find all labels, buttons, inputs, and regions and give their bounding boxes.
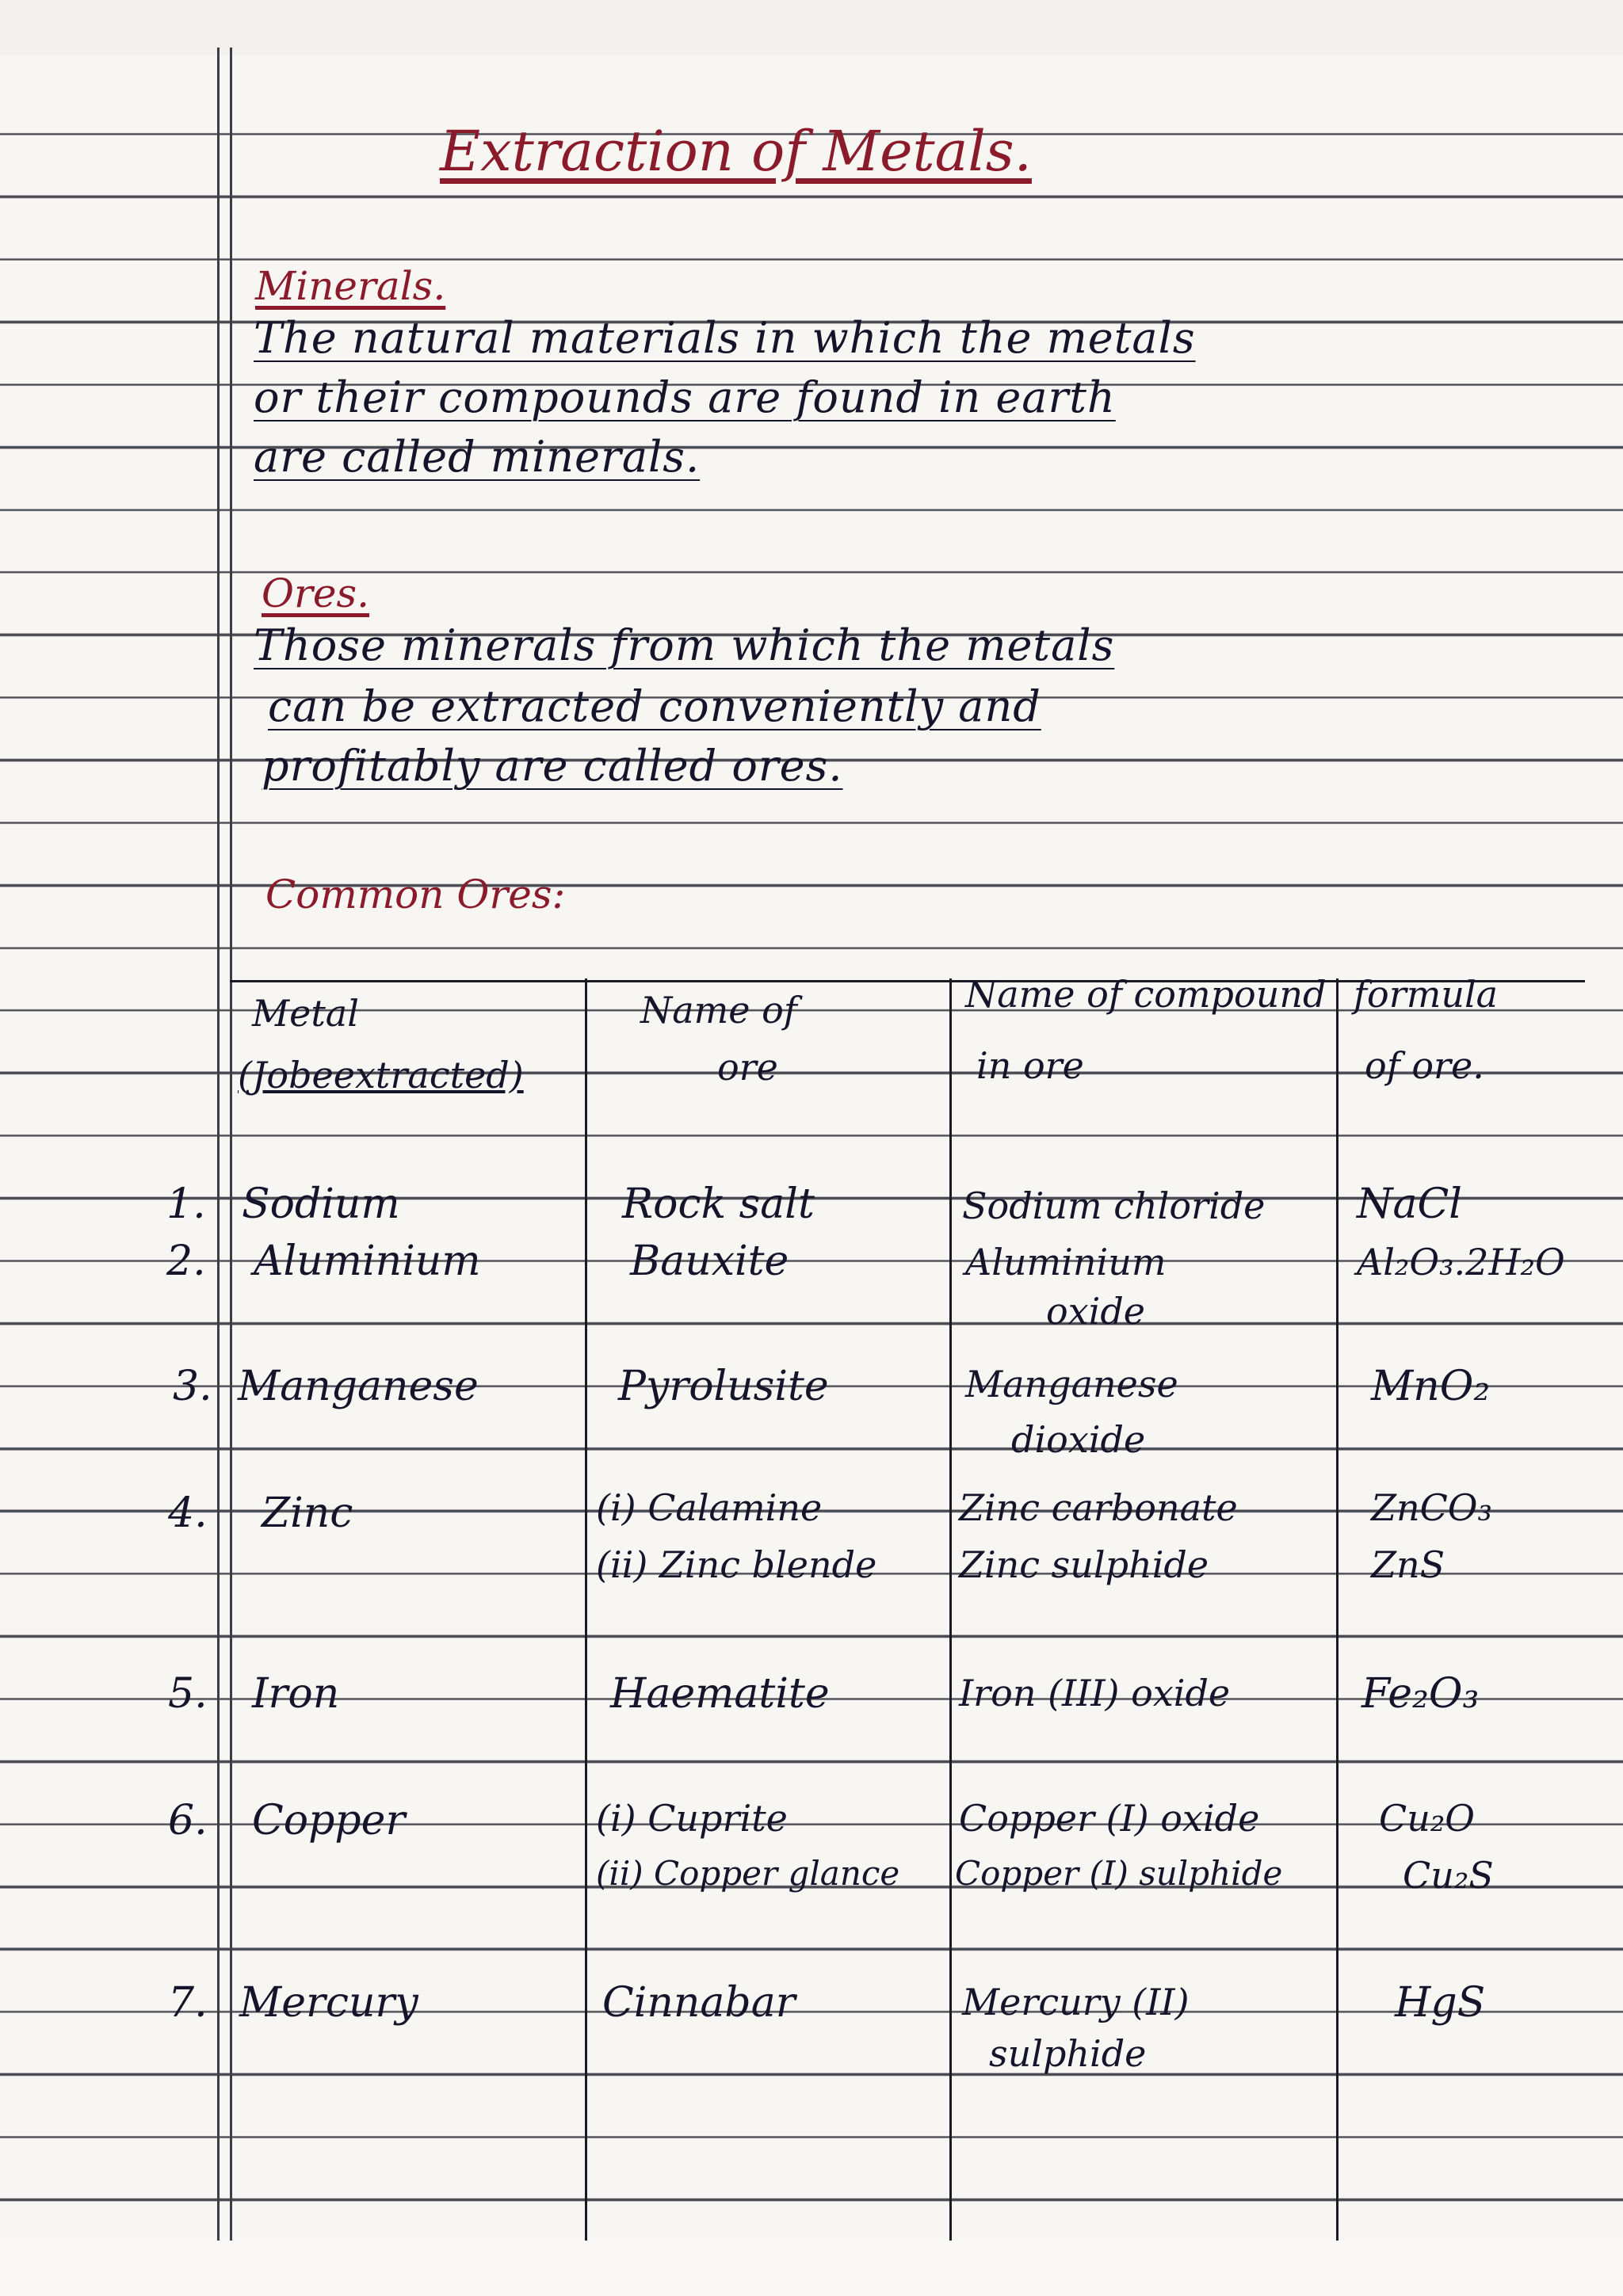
table-column-divider — [949, 978, 952, 2241]
ore-cell: (i) Cuprite — [596, 1797, 788, 1840]
ores-line: profitably are called ores. — [262, 741, 843, 791]
ore-cell: (ii) Zinc blende — [596, 1543, 877, 1586]
row-number: 1. — [166, 1180, 206, 1228]
margin-line — [230, 48, 232, 2241]
row-number: 4. — [168, 1489, 208, 1537]
formula-cell: HgS — [1395, 1979, 1486, 2027]
compound-cell: Mercury (II) — [962, 1981, 1190, 2023]
formula-cell: MnO₂ — [1371, 1363, 1491, 1410]
compound-cell: Sodium chloride — [962, 1184, 1266, 1227]
metal-cell: Sodium — [242, 1180, 400, 1228]
formula-cell: ZnCO₃ — [1371, 1486, 1492, 1529]
compound-cell: oxide — [1046, 1290, 1146, 1333]
row-number: 7. — [168, 1979, 208, 2027]
minerals-line: are called minerals. — [254, 432, 701, 482]
ore-cell: Pyrolusite — [618, 1363, 829, 1410]
compound-cell: Manganese — [965, 1363, 1178, 1405]
page-top-edge — [0, 0, 1623, 55]
page-title: Extraction of Metals. — [440, 119, 1032, 184]
ore-cell: Rock salt — [622, 1180, 815, 1228]
minerals-line: or their compounds are found in earth — [254, 372, 1116, 422]
row-number: 2. — [166, 1238, 206, 1285]
compound-cell: dioxide — [1011, 1418, 1146, 1461]
col-header-formula-sub: of ore. — [1365, 1044, 1484, 1087]
col-header-metal: Metal — [252, 992, 359, 1035]
formula-cell: Fe₂O₃ — [1361, 1670, 1480, 1718]
margin-line — [217, 48, 220, 2241]
minerals-heading: Minerals. — [255, 263, 446, 309]
ore-cell: Cinnabar — [602, 1979, 796, 2027]
compound-cell: Copper (I) oxide — [959, 1797, 1260, 1840]
formula-cell: ZnS — [1371, 1543, 1445, 1586]
row-number: 6. — [168, 1797, 208, 1844]
ore-cell: Haematite — [610, 1670, 830, 1718]
minerals-line: The natural materials in which the metals — [254, 313, 1196, 363]
row-number: 3. — [173, 1363, 212, 1410]
col-header-formula: formula — [1354, 973, 1499, 1016]
col-header-compound: Name of compound — [965, 973, 1327, 1016]
metal-cell: Aluminium — [254, 1238, 481, 1285]
metal-cell: Iron — [252, 1670, 340, 1718]
table-column-divider — [585, 978, 587, 2241]
ore-cell: (i) Calamine — [596, 1486, 823, 1529]
compound-cell: Zinc carbonate — [959, 1486, 1238, 1529]
metal-cell: Manganese — [238, 1363, 479, 1410]
col-header-ore: Name of — [640, 989, 797, 1032]
compound-cell: Aluminium — [965, 1241, 1167, 1283]
formula-cell: NaCl — [1357, 1180, 1462, 1228]
formula-cell: Al₂O₃.2H₂O — [1357, 1241, 1565, 1283]
row-number: 5. — [168, 1670, 208, 1718]
metal-cell: Mercury — [239, 1979, 418, 2027]
compound-cell: Iron (III) oxide — [959, 1672, 1231, 1714]
col-header-compound-sub: in ore — [976, 1044, 1084, 1087]
col-header-metal-sub: (Jobeextracted) — [238, 1054, 524, 1097]
ore-cell: Bauxite — [630, 1238, 789, 1285]
metal-cell: Copper — [252, 1797, 406, 1844]
compound-cell: Copper (I) sulphide — [955, 1854, 1283, 1893]
table-column-divider — [1336, 978, 1338, 2241]
compound-cell: sulphide — [989, 2032, 1147, 2075]
metal-cell: Zinc — [262, 1489, 353, 1537]
formula-cell: Cu₂O — [1379, 1797, 1475, 1840]
ores-line: can be extracted conveniently and — [268, 681, 1041, 731]
page-bottom-edge — [0, 2241, 1623, 2296]
compound-cell: Zinc sulphide — [959, 1543, 1209, 1586]
common-ores-heading: Common Ores: — [265, 871, 566, 917]
ores-heading: Ores. — [262, 570, 370, 616]
ores-line: Those minerals from which the metals — [254, 620, 1115, 670]
col-header-ore-sub: ore — [717, 1046, 778, 1089]
ore-cell: (ii) Copper glance — [596, 1854, 900, 1893]
formula-cell: Cu₂S — [1403, 1854, 1494, 1897]
